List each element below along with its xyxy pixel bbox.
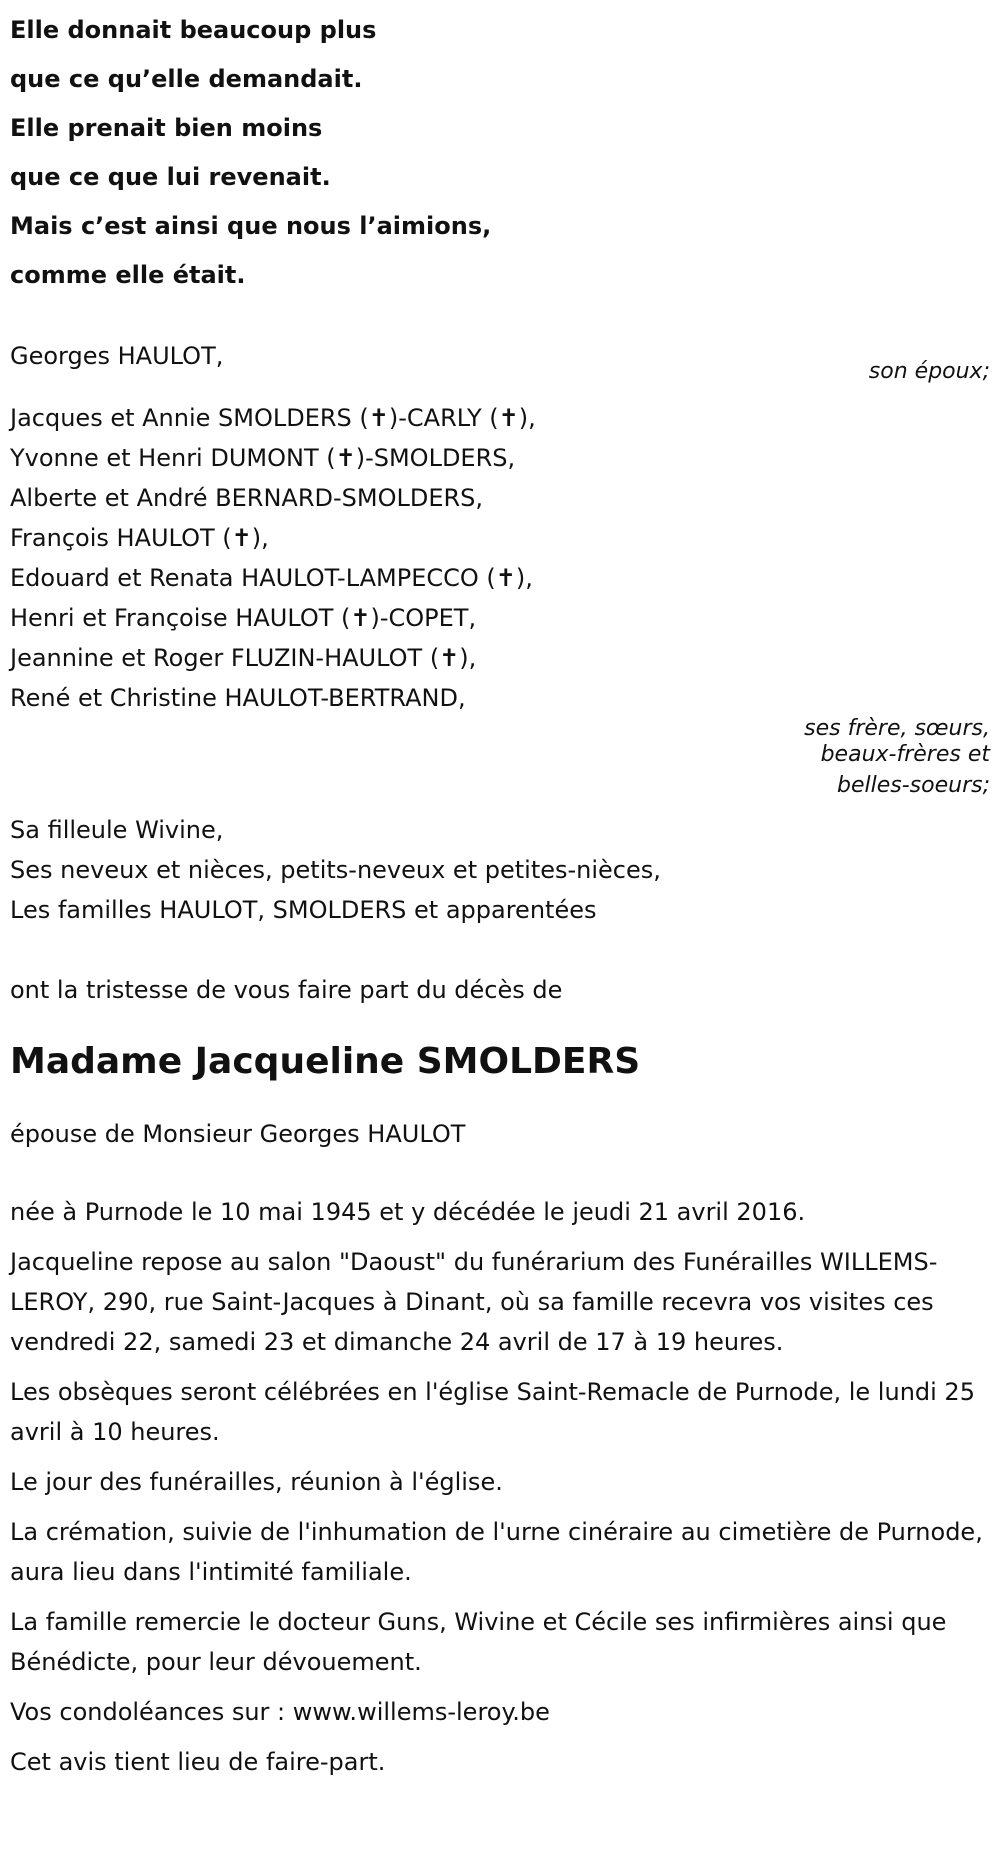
siblings-role-line: beaux-frères et: [820, 742, 990, 767]
announcement: ont la tristesse de vous faire part du décès de: [10, 976, 563, 1004]
spouse-block: [10, 336, 990, 384]
poem-line: que ce que lui revenait.: [10, 163, 331, 191]
paragraph: Jacqueline repose au salon "Daoust" du funérarium des Funérailles WILLEMS-LEROY, 290, rue Saint-Jacques à Dinant, où sa famille recevra vos visites ces vendredi 22, samedi 23 et dimanche 24 avril de 17 à 19 heures.: [10, 1248, 938, 1356]
paragraph: La crémation, suivie de l'inhumation de l'urne cinéraire au cimetière de Purnode, aura lieu dans l'intimité familiale.: [10, 1518, 983, 1586]
paragraph: Les obsèques seront célébrées en l'église Saint-Remacle de Purnode, le lundi 25 avril à 10 heures.: [10, 1378, 975, 1446]
others-block: [10, 810, 990, 930]
condolences-line: Vos condoléances sur : www.willems-leroy.be: [10, 1698, 550, 1726]
poem-line: Elle donnait beaucoup plus: [10, 16, 377, 44]
sibling-line: Edouard et Renata HAULOT-LAMPECCO (✝),: [10, 564, 533, 592]
other-line: Les familles HAULOT, SMOLDERS et apparentées: [10, 896, 597, 924]
spouse-role: son époux;: [868, 359, 990, 384]
obituary-notice: [10, 0, 990, 1792]
siblings-role: [10, 716, 990, 804]
paragraph: Cet avis tient lieu de faire-part.: [10, 1748, 386, 1776]
other-line: Sa filleule Wivine,: [10, 816, 224, 844]
paragraph: Le jour des funérailles, réunion à l'église.: [10, 1468, 503, 1496]
sibling-line: Henri et Françoise HAULOT (✝)-COPET,: [10, 604, 477, 632]
deceased-name: Madame Jacqueline SMOLDERS: [10, 1041, 641, 1082]
siblings-role-line: ses frère, sœurs,: [804, 716, 990, 741]
sibling-line: Alberte et André BERNARD-SMOLDERS,: [10, 484, 484, 512]
poem-line: Elle prenait bien moins: [10, 114, 323, 142]
sibling-line: Yvonne et Henri DUMONT (✝)-SMOLDERS,: [10, 444, 516, 472]
poem-line: Mais c’est ainsi que nous l’aimions,: [10, 212, 492, 240]
paragraph: La famille remercie le docteur Guns, Wivine et Cécile ses infirmières ainsi que Bénédicte, pour leur dévouement.: [10, 1608, 947, 1676]
paragraph: née à Purnode le 10 mai 1945 et y décédée le jeudi 21 avril 2016.: [10, 1198, 806, 1226]
sibling-line: Jacques et Annie SMOLDERS (✝)-CARLY (✝),: [10, 404, 536, 432]
spouse-of: épouse de Monsieur Georges HAULOT: [10, 1120, 466, 1148]
sibling-line: Jeannine et Roger FLUZIN-HAULOT (✝),: [10, 644, 477, 672]
spouse-name: Georges HAULOT,: [10, 342, 224, 370]
poem-line: comme elle était.: [10, 261, 246, 289]
details: [10, 1192, 990, 1782]
poem: [10, 0, 990, 300]
sibling-line: René et Christine HAULOT-BERTRAND,: [10, 684, 466, 712]
siblings-role-line: belles-soeurs;: [837, 773, 990, 798]
siblings-block: [10, 398, 990, 804]
poem-line: que ce qu’elle demandait.: [10, 65, 363, 93]
other-line: Ses neveux et nièces, petits-neveux et petites-nièces,: [10, 856, 661, 884]
sibling-line: François HAULOT (✝),: [10, 524, 269, 552]
